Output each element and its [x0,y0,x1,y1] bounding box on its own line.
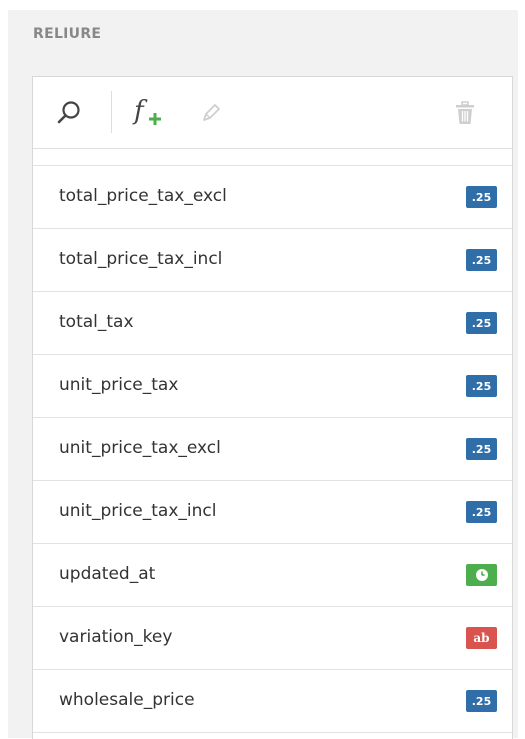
clock-icon [475,568,489,582]
field-row[interactable] [33,607,512,670]
number-type-badge: .25 [466,375,497,397]
search-icon [54,98,84,128]
field-name: wholesale_price [59,690,195,710]
pencil-icon [199,101,223,125]
field-row[interactable] [33,229,512,292]
field-name: unit_price_tax_excl [59,438,221,458]
field-list-card [32,76,513,739]
field-row[interactable] [33,670,512,733]
field-name: variation_key [59,627,173,647]
number-type-badge: .25 [466,186,497,208]
date-type-badge [466,564,497,586]
field-row[interactable] [33,418,512,481]
number-type-badge: .25 [466,690,497,712]
trash-icon [453,100,477,126]
text-type-badge: ab [466,627,497,649]
number-type-badge: .25 [466,501,497,523]
field-toolbar [33,77,512,149]
field-row[interactable] [33,292,512,355]
number-type-badge: .25 [466,312,497,334]
add-function-icon: f [134,96,144,126]
field-row[interactable] [33,166,512,229]
toolbar-separator [111,91,112,133]
field-name: total_tax [59,312,134,332]
field-list [33,103,512,733]
field-name: unit_price_tax [59,375,179,395]
search-button[interactable] [51,95,87,131]
delete-button[interactable] [447,95,483,131]
number-type-badge: .25 [466,438,497,460]
section-title: RELIURE [33,26,102,42]
field-row[interactable] [33,481,512,544]
reliure-panel [8,10,518,738]
edit-button[interactable] [193,95,229,131]
field-name: unit_price_tax_incl [59,501,217,521]
field-row[interactable] [33,544,512,607]
field-name: total_price_tax_excl [59,186,227,206]
add-function-button[interactable] [129,95,165,131]
field-row[interactable] [33,355,512,418]
field-name: updated_at [59,564,156,584]
number-type-badge: .25 [466,249,497,271]
field-name: total_price_tax_incl [59,249,223,269]
